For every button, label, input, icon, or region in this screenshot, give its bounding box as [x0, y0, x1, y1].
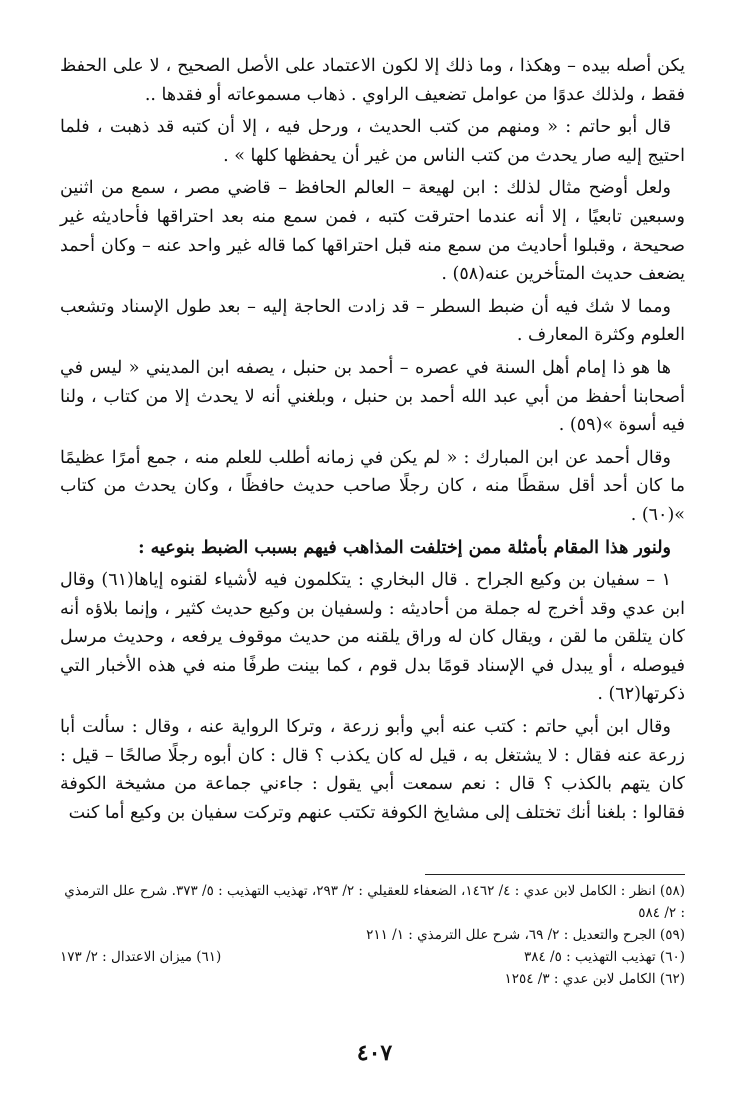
footnote-row-60-61	[60, 946, 685, 968]
footnote-60: (٦٠) تهذيب التهذيب : ٥/ ٣٨٤	[524, 949, 685, 965]
paragraph-5: ها هو ذا إمام أهل السنة في عصره – أحمد بن حنبل ، يصفه ابن المديني « ليس في أصحابنا أحفظ من أبي عبد الله أحمد بن حنبل ، وبلغني أنه لا يحدث إلا من كتاب ، ولنا فيه أسوة »(٥٩) .	[60, 357, 685, 436]
section-heading: ولنور هذا المقام بأمثلة ممن إختلفت المذاهب فيهم بسبب الضبط بنوعيه :	[138, 537, 671, 558]
footnote-59: (٥٩) الجرح والتعديل : ٢/ ٦٩، شرح علل الترمذي : ١/ ٢١١	[366, 927, 685, 943]
footnote-61: (٦١) ميزان الاعتدال : ٢/ ١٧٣	[60, 949, 222, 965]
paragraph-1: يكن أصله بيده – وهكذا ، وما ذلك إلا لكون الاعتماد على الأصل الصحيح ، لا على الحفظ فقط ، ولذلك عدوًا من عوامل تضعيف الراوي . ذهاب مسموعاته أو فقدها ..	[60, 56, 685, 105]
footnote-58: (٥٨) انظر : الكامل لابن عدي : ٤/ ١٤٦٢، الضعفاء للعقيلي : ٢/ ٢٩٣، تهذيب التهذيب : ٥/ ٣٧٣. شرح علل الترمذي : ٢/ ٥٨٤	[64, 883, 685, 921]
paragraph-2: قال أبو حاتم : « ومنهم من كتب الحديث ، ورحل فيه ، إلا أن كتبه قد ذهبت ، فلما احتيج إليه صار يحدث من كتب الناس من غير أن يحفظها كلها » .	[60, 117, 685, 166]
paragraph-4: ومما لا شك فيه أن ضبط السطر – قد زادت الحاجة إليه – بعد طول الإسناد وتشعب العلوم وكثرة المعارف .	[60, 296, 685, 346]
paragraph-3: ولعل أوضح مثال لذلك : ابن لهيعة – العالم الحافظ – قاضي مصر ، سمع من اثنين وسبعين تابعيًا ، إلا أنه عندما احترقت كتبه ، فمن سمع منه بعد احتراقها فأحاديثه غير صحيحة ، وقبلوا أحاديث من سمع منه قبل احتراقها كما قاله غير واحد عنه – وكان أحمد يضعف حديث المتأخرين عنه(٥٨) .	[60, 178, 685, 285]
paragraph-8: وقال ابن أبي حاتم : كتب عنه أبي وأبو زرعة ، وتركا الرواية عنه ، وقال : سألت أبا زرعة عنه فقال : لا يشتغل به ، قيل له كان يكذب ؟ قال : كان أبوه رجلًا صالحًا – قيل : كان يتهم بالكذب ؟ قال : نعم سمعت أبي يقول : جاءني جماعة من مشيخة الكوفة فقالوا : بلغنا أنك تختلف إلى مشايخ الكوفة تكتب عنهم وتركت سفيان بن وكيع أما كنت	[60, 717, 685, 823]
paragraph-6: وقال أحمد عن ابن المبارك : « لم يكن في زمانه أطلب للعلم منه ، جمع أمرًا عظيمًا ما كان أحد أقل سقطًا منه ، كان رجلًا صاحب حديث حافظًا ، وكان يحدث من كتاب »(٦٠) .	[60, 447, 685, 525]
footnote-62: (٦٢) الكامل لابن عدي : ٣/ ١٢٥٤	[504, 971, 685, 987]
page-number: ٤٠٧	[356, 1040, 393, 1066]
footnotes	[60, 880, 685, 990]
paragraph-example-1: ١ – سفيان بن وكيع الجراح . قال البخاري : يتكلمون فيه لأشياء لقنوه إياها(٦١) وقال ابن عدي وقد أخرج له جملة من أحاديثه : ولسفيان بن وكيع حديث كثير ، وإنما بلاؤه أنه كان يتلقن ما لقن ، ويقال كان له وراق يلقنه من حديث موقوف يرفعه ، وحديث مرسل فيوصله ، أو يبدل في الإسناد قومًا بدل قوم ، كما بينت طرفًا منه في هذه الأخبار التي ذكرتها(٦٢) .	[60, 570, 685, 705]
main-text	[60, 52, 685, 831]
footnote-divider	[425, 874, 685, 875]
